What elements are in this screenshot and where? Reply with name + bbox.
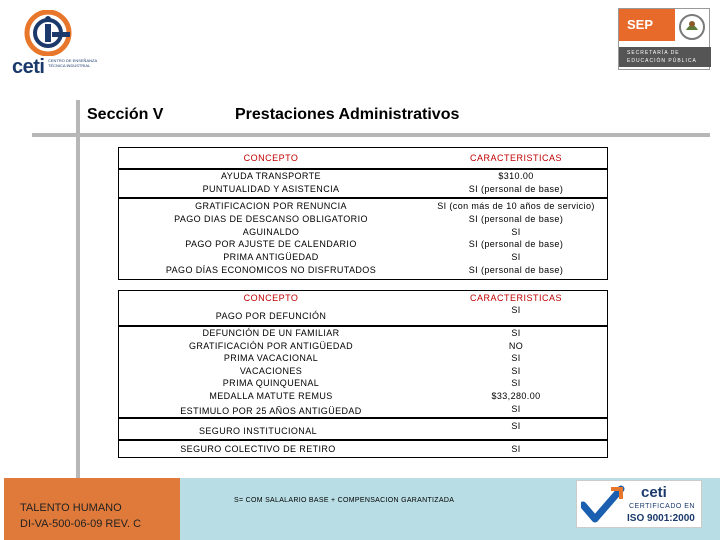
- table-cell: SI: [511, 421, 521, 431]
- table-cell: PAGO DIAS DE DESCANSO OBLIGATORIO: [174, 213, 368, 224]
- table-cell: ESTIMULO POR 25 AÑOS ANTIGÜEDAD: [180, 405, 362, 416]
- table-cell: SI: [511, 353, 521, 364]
- table-cell: NO: [508, 340, 524, 351]
- ceti-logo: [8, 8, 108, 76]
- frame-vertical-line: [76, 100, 80, 490]
- checkmark-icon: [581, 485, 625, 525]
- sep-logo: [618, 8, 710, 70]
- page-title: Prestaciones Administrativos: [235, 106, 460, 123]
- table-cell: SI (personal de base): [468, 183, 564, 194]
- footer-department: TALENTO HUMANO: [20, 502, 122, 514]
- table1-caracteristicas-header: CARACTERISTICAS: [469, 153, 562, 163]
- table2-group-concepts: [118, 327, 424, 417]
- table-cell: SI: [511, 378, 521, 389]
- table-cell: PUNTUALIDAD Y ASISTENCIA: [202, 183, 340, 194]
- table-cell: VACACIONES: [239, 365, 303, 376]
- table-cell: $33,280.00: [491, 390, 541, 401]
- footnote: S= COM SALALARIO BASE + COMPENSACION GARANTIZADA: [234, 497, 455, 504]
- table-cell: $310.00: [498, 171, 534, 181]
- table-cell: AYUDA TRANSPORTE: [221, 171, 321, 181]
- table2-group-values: [424, 327, 608, 415]
- ceti-subtitle: CENTRO DE ENSEÑANZA TÉCNICA INDUSTRIAL: [48, 58, 98, 68]
- table-cell: SI: [511, 328, 521, 338]
- table-cell: SI (personal de base): [468, 239, 564, 250]
- table-cell: PRIMA VACACIONAL: [223, 353, 319, 364]
- table-cell: SI (personal de base): [468, 264, 564, 275]
- ceti-wordmark: ceti: [12, 56, 45, 78]
- table-cell: SI: [511, 444, 521, 454]
- table-cell: SI: [511, 252, 521, 263]
- table-cell: SI: [511, 365, 521, 376]
- table-cell: SI (con más de 10 años de servicio): [437, 201, 595, 211]
- table-cell: GRATIFICACIÓN POR ANTIGÜEDAD: [188, 340, 354, 351]
- sep-abbr: SEP: [619, 9, 675, 41]
- frame-horizontal-line: [32, 133, 710, 137]
- footer-department-box: [4, 478, 180, 540]
- table2-caracteristicas-header: CARACTERISTICAS: [469, 293, 562, 303]
- table-cell: SEGURO COLECTIVO DE RETIRO: [180, 444, 336, 454]
- iso-badge-brand: ceti: [641, 484, 667, 501]
- table-cell: SI (personal de base): [468, 213, 564, 224]
- table1-group-b-values: [424, 200, 608, 277]
- mexico-shield-icon: [677, 12, 707, 42]
- table-cell: PAGO DÍAS ECONOMICOS NO DISFRUTADOS: [165, 264, 377, 275]
- table-cell: SEGURO INSTITUCIONAL: [198, 426, 317, 436]
- footer-document-code: DI-VA-500-06-09 REV. C: [20, 518, 142, 530]
- table-cell: GRATIFICACION POR RENUNCIA: [195, 201, 347, 211]
- table1-group-a-values: [424, 170, 608, 196]
- sep-name: SECRETARÍA DE EDUCACIÓN PÚBLICA: [619, 47, 711, 67]
- table-cell: AGUINALDO: [242, 226, 300, 237]
- ceti-emblem-icon: [22, 10, 74, 56]
- table-cell: SI: [511, 403, 521, 414]
- table-cell: PRIMA ANTIGÜEDAD: [223, 252, 319, 263]
- table1-group-b-concepts: [118, 200, 424, 277]
- table1-group-a-concepts: [118, 170, 424, 196]
- table-cell: PRIMA QUINQUENAL: [222, 378, 320, 389]
- table-cell: DEFUNCIÓN DE UN FAMILIAR: [202, 328, 340, 338]
- iso-badge-standard: ISO 9001:2000: [627, 513, 695, 524]
- table1-concepto-header: CONCEPTO: [243, 153, 299, 163]
- iso-badge-cert-label: CERTIFICADO EN: [629, 503, 695, 510]
- table-cell: SI: [511, 226, 521, 237]
- iso-certification-badge: [576, 480, 702, 528]
- table-cell: PAGO POR AJUSTE DE CALENDARIO: [185, 239, 357, 250]
- table2-concepto-header: CONCEPTO: [243, 293, 299, 303]
- section-label: Sección V: [87, 106, 164, 123]
- table-cell: SI: [511, 305, 521, 315]
- table-cell: PAGO POR DEFUNCIÓN: [215, 311, 327, 321]
- table-cell: MEDALLA MATUTE REMUS: [209, 390, 333, 401]
